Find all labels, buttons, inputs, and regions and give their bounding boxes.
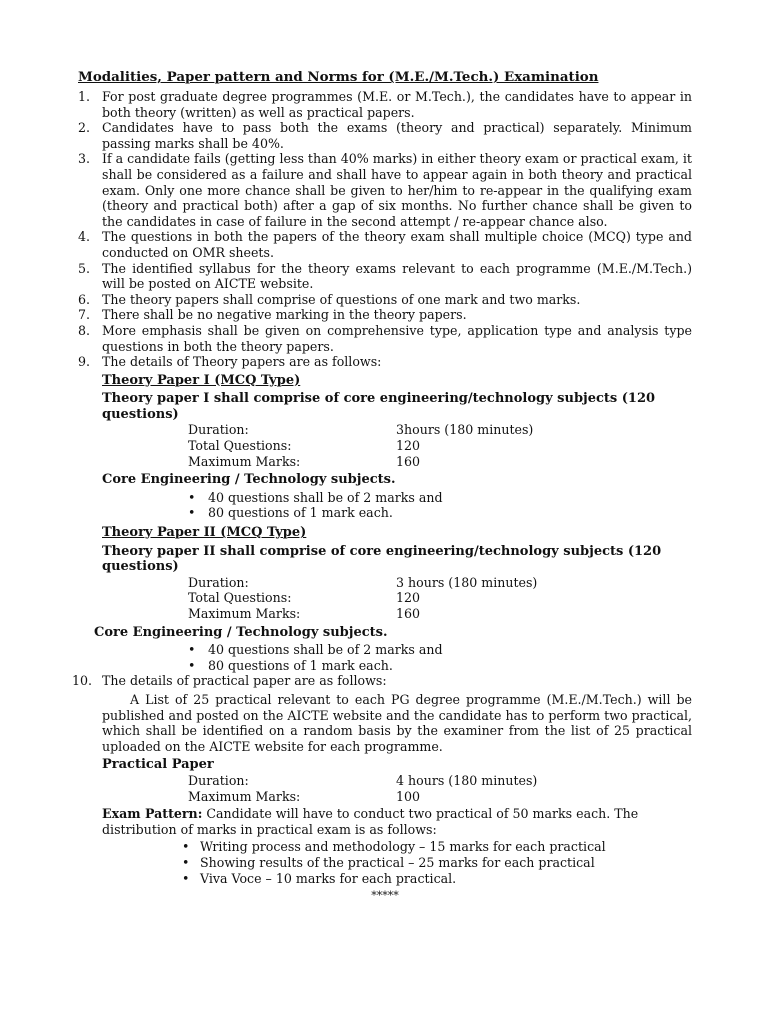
item-text: The details of Theory papers are as follows:: [102, 354, 382, 370]
item-text: The theory papers shall comprise of questions of one mark and two marks.: [102, 291, 581, 307]
list-item-3: [78, 151, 692, 229]
item-number: 3.: [78, 151, 91, 167]
exam-pattern-label: Exam Pattern:: [102, 806, 203, 822]
practical-section: [102, 692, 692, 886]
detail-row: [188, 590, 537, 606]
list-item-7: [78, 307, 692, 323]
detail-label: Maximum Marks:: [188, 788, 301, 804]
detail-row: [188, 789, 537, 805]
item-number: 7.: [78, 307, 91, 323]
list-item-2: [78, 120, 692, 151]
detail-row: [188, 606, 537, 622]
theory-paper-2-description: Theory paper II shall comprise of core engineering/technology subjects (120 questions): [102, 543, 662, 575]
detail-label: Duration:: [188, 422, 249, 438]
page-title: Modalities, Paper pattern and Norms for (M.E./M.Tech.) Examination: [78, 69, 599, 85]
practical-paper-details: [188, 773, 537, 804]
theory-paper-1-heading: Theory Paper I (MCQ Type): [102, 372, 301, 388]
detail-row: [188, 438, 533, 454]
detail-value: 120: [396, 590, 421, 606]
theory-paper-1-bullets: [102, 490, 692, 521]
bullet-item: • 80 questions of 1 mark each.: [180, 505, 692, 521]
theory-paper-1-description: Theory paper I shall comprise of core engineering/technology subjects (120 questions): [102, 391, 656, 422]
list-item-5: [78, 261, 692, 292]
detail-label: Duration:: [188, 574, 249, 590]
theory-paper-2-bullets: [78, 642, 692, 673]
detail-label: Duration:: [188, 772, 249, 788]
bullet-item: • 40 questions shall be of 2 marks and: [180, 490, 692, 506]
item-number: 1.: [78, 89, 91, 104]
core-subjects-heading: Core Engineering / Technology subjects.: [94, 624, 388, 640]
list-item-4: [78, 229, 692, 260]
item-text: More emphasis shall be given on comprehensive type, application type and analysis type questions in both the theory papers.: [102, 322, 692, 354]
bullet-item: • Showing results of the practical – 25 marks for each practical: [178, 855, 692, 871]
list-item-1: [78, 89, 692, 120]
item-number: 4.: [78, 229, 91, 245]
bullet-item: • 40 questions shall be of 2 marks and: [180, 642, 692, 658]
detail-value: 160: [396, 453, 421, 469]
detail-row: [188, 454, 533, 470]
exam-pattern: [102, 806, 692, 837]
detail-label: Total Questions:: [188, 438, 292, 454]
item-number: 9.: [78, 354, 91, 370]
item-text: For post graduate degree programmes (M.E. or M.Tech.), the candidates have to appear in both theory (written) as well as practical papers.: [102, 89, 692, 120]
core-subjects-heading: Core Engineering / Technology subjects.: [102, 472, 396, 488]
detail-label: Maximum Marks:: [188, 606, 301, 621]
item-text: The questions in both the papers of the theory exam shall multiple choice (MCQ) type and conducted on OMR sheets.: [102, 229, 692, 260]
list-item-6: [78, 292, 692, 308]
list-item-9: [78, 354, 692, 370]
list-item-10: [72, 673, 692, 689]
detail-value: 120: [396, 438, 421, 454]
exam-pattern-text: Candidate will have to conduct two practical of 50 marks each. The distribution of marks in practical exam is as follows:: [102, 806, 639, 837]
detail-value: 3hours (180 minutes): [396, 422, 534, 438]
bullet-item: • Writing process and methodology – 15 marks for each practical: [178, 839, 692, 855]
detail-value: 100: [396, 788, 421, 804]
detail-value: 160: [396, 606, 421, 621]
practical-paper-heading: Practical Paper: [102, 757, 214, 773]
item-number: 10.: [72, 673, 93, 689]
bullet-item: • Viva Voce – 10 marks for each practical.: [178, 871, 692, 887]
theory-paper-2-heading: Theory Paper II (MCQ Type): [102, 525, 307, 541]
end-mark: *****: [371, 889, 399, 903]
item-text: The details of practical paper are as follows:: [102, 673, 387, 689]
norms-list: [72, 89, 692, 904]
practical-paragraph: A List of 25 practical relevant to each PG degree programme (M.E./M.Tech.) will be published and posted on the AICTE website and the candidate has to perform two practical, which shall be identified on a random basis by the examiner from the list of 25 practical uploaded on the AICTE website for each programme.: [102, 691, 692, 754]
item-text: If a candidate fails (getting less than 40% marks) in either theory exam or practical exam, it shall be considered as a failure and shall have to appear again in both theory and practical exam. Only one more chance shall be given to her/him to re-appear in the qualifying exam (theory and practical both) after a gap of six months. No further chance shall be given to the candidates in case of failure in the second attempt / re-appear chance also.: [102, 151, 692, 229]
item-text: The identified syllabus for the theory exams relevant to each programme (M.E./M.Tech.) will be posted on AICTE website.: [102, 260, 692, 292]
detail-label: Total Questions:: [188, 590, 292, 606]
item-number: 2.: [78, 120, 91, 136]
bullet-item: • 80 questions of 1 mark each.: [180, 658, 692, 674]
detail-row: [188, 575, 537, 591]
detail-value: 3 hours (180 minutes): [396, 574, 538, 590]
practical-marks-bullets: [102, 839, 692, 886]
item-number: 8.: [78, 322, 91, 338]
theory-paper-1-details: [188, 422, 533, 469]
theory-paper-2-details: [188, 575, 537, 622]
item-text: Candidates have to pass both the exams (theory and practical) separately. Minimum passing marks shall be 40%.: [102, 120, 692, 151]
theory-paper-1-section: [102, 373, 692, 622]
detail-label: Maximum Marks:: [188, 453, 301, 469]
item-number: 5.: [78, 260, 91, 276]
detail-row: [188, 773, 537, 789]
detail-row: [188, 422, 533, 438]
detail-value: 4 hours (180 minutes): [396, 772, 538, 788]
list-item-8: [78, 323, 692, 354]
item-text: There shall be no negative marking in the theory papers.: [102, 307, 467, 323]
item-number: 6.: [78, 291, 91, 307]
